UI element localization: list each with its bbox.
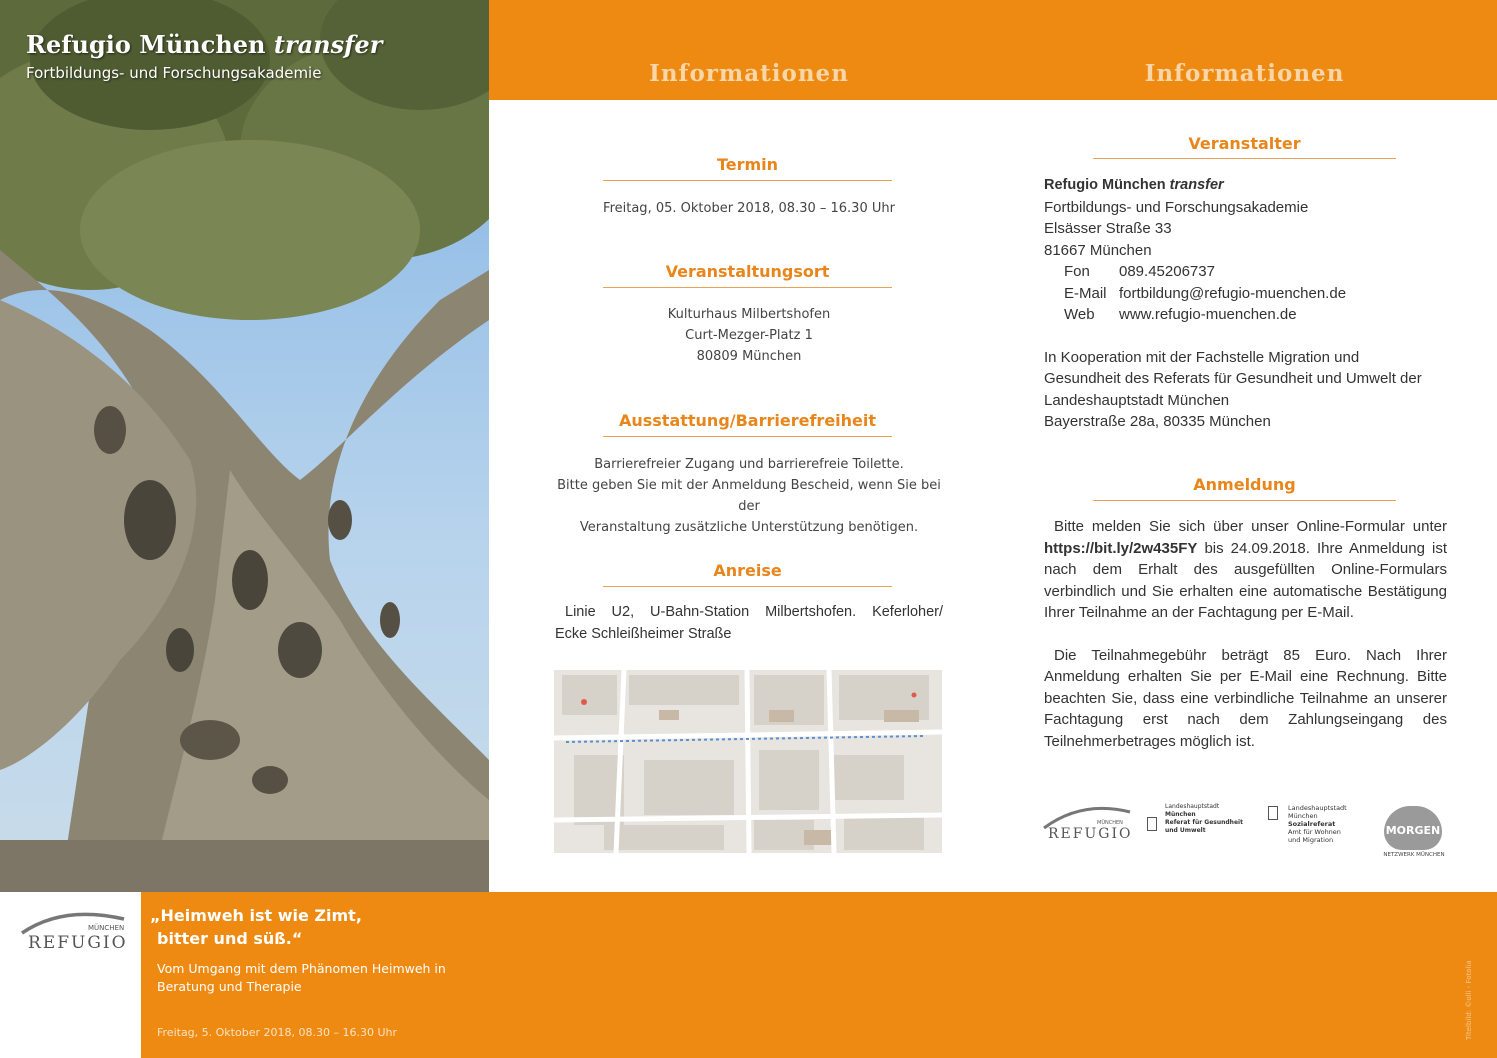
quote-title <box>150 904 362 950</box>
bottom-subtitle <box>157 960 446 996</box>
bottom-subtitle-line: Vom Umgang mit dem Phänomen Heimweh in <box>157 961 446 976</box>
anmeldung-p1-pre: Bitte melden Sie sich über unser Online-Formular unter <box>1054 518 1447 535</box>
lhm-soz-line: Sozialreferat <box>1288 820 1336 828</box>
anmeldung-paragraph-1 <box>1044 516 1447 624</box>
termin-heading: Termin <box>716 155 779 174</box>
anreise-line: Linie U2, U-Bahn-Station Milbertshofen. Keferloher/ <box>565 604 943 620</box>
quote-line: „Heimweh ist wie Zimt, <box>150 906 362 925</box>
contact-row-email <box>1044 283 1447 305</box>
contact-label: Fon <box>1064 263 1090 280</box>
veranstalter-org-italic: transfer <box>1169 177 1224 193</box>
contact-row-fon <box>1044 261 1447 283</box>
ausstattung-text <box>545 454 953 538</box>
ausstattung-heading: Ausstattung/Barrierefreiheit <box>618 411 877 430</box>
contact-label: Web <box>1064 306 1095 323</box>
veranstalter-block <box>1044 175 1447 433</box>
location-map[interactable] <box>554 670 942 853</box>
refugio-wordmark: REFUGIO <box>28 933 128 953</box>
koop-line: Gesundheit des Referats für Gesundheit und Umwelt der <box>1044 370 1422 387</box>
lhm-rgu-line: und Umwelt <box>1165 827 1206 834</box>
cover-photo <box>0 0 489 892</box>
lhm-rgu-line: Referat für Gesundheit <box>1165 819 1243 826</box>
ort-line: 80809 München <box>696 349 802 364</box>
lhm-rgu-line: München <box>1165 811 1196 818</box>
brand-title <box>26 30 382 59</box>
ort-rule <box>603 287 892 288</box>
morgen-label: MORGEN <box>1385 824 1441 837</box>
anreise-text <box>555 602 943 645</box>
lhm-soz-line: Amt für Wohnen <box>1288 828 1341 836</box>
veranstalter-org-main: Refugio München <box>1044 177 1170 193</box>
spacer <box>1044 326 1447 347</box>
contact-value-fon: 089.45206737 <box>1119 263 1215 280</box>
bottom-date: Freitag, 5. Oktober 2018, 08.30 – 16.30 Uhr <box>157 1026 397 1039</box>
anreise-heading: Anreise <box>713 561 782 580</box>
koop-line: In Kooperation mit der Fachstelle Migration und <box>1044 348 1360 366</box>
anreise-rule <box>603 586 892 587</box>
lhm-rgu-line: Landeshauptstadt <box>1165 803 1220 810</box>
header-informationen-right: Informationen <box>1144 60 1345 87</box>
lhm-soz-logo <box>1268 804 1378 854</box>
ort-line: Curt-Mezger-Platz 1 <box>685 328 813 343</box>
ort-heading: Veranstaltungsort <box>665 262 830 281</box>
anmeldung-paragraph-2: Die Teilnahmegebühr beträgt 85 Euro. Nach Ihrer Anmeldung erhalten Sie per E-Mail eine Rechnung. Bitte beachten Sie, dass eine verbindliche Teilnahme an unserer Fachtagung erst nach dem Zahlungseingang des Teilnehmerbetrages möglich ist. <box>1044 646 1447 750</box>
contact-email-link[interactable]: fortbildung@refugio-muenchen.de <box>1119 284 1347 302</box>
header-informationen-left: Informationen <box>649 60 849 87</box>
lhm-rgu-text <box>1165 803 1243 835</box>
veranstalter-line: Elsässer Straße 33 <box>1044 220 1172 237</box>
lhm-soz-line: und Migration <box>1288 836 1334 844</box>
refugio-logo-bottom <box>18 905 128 955</box>
refugio-wordmark: REFUGIO <box>1048 826 1133 842</box>
ausstattung-line: Bitte geben Sie mit der Anmeldung Bescheid, wenn Sie bei der <box>557 478 941 514</box>
koop-line: Landeshauptstadt München <box>1044 391 1230 409</box>
contact-web-link[interactable]: www.refugio-muenchen.de <box>1119 306 1297 323</box>
veranstalter-org <box>1044 175 1447 197</box>
quote-line: bitter und süß.“ <box>157 929 303 948</box>
ausstattung-line: Veranstaltung zusätzliche Unterstützung benötigen. <box>579 520 919 535</box>
anmeldung-heading: Anmeldung <box>1193 475 1296 494</box>
ausstattung-line: Barrierefreier Zugang und barrierefreie Toilette. <box>594 457 904 472</box>
termin-text: Freitag, 05. Oktober 2018, 08.30 – 16.30 Uhr <box>603 201 895 216</box>
refugio-small-label: MÜNCHEN <box>1097 820 1123 826</box>
brand-title-main: Refugio München <box>26 30 266 59</box>
termin-rule <box>603 180 892 181</box>
anreise-line: Ecke Schleißheimer Straße <box>555 625 732 642</box>
city-crest-icon <box>1268 806 1278 820</box>
veranstalter-line: Fortbildungs- und Forschungsakademie <box>1044 198 1309 216</box>
anmeldung-link[interactable]: https://bit.ly/2w435FY <box>1044 539 1198 557</box>
refugio-logo-right <box>1042 800 1132 850</box>
ort-line: Kulturhaus Milbertshofen <box>667 307 831 322</box>
refugio-small-label: MÜNCHEN <box>88 924 125 932</box>
contact-label: E-Mail <box>1064 284 1107 302</box>
veranstalter-line: 81667 München <box>1044 241 1152 259</box>
veranstalter-rule <box>1093 158 1396 159</box>
ausstattung-rule <box>603 436 892 437</box>
anmeldung-p1-post: bis 24.09.2018. Ihre Anmeldung ist nach dem Erhalt des ausgefüllten Online-Formulars verbindlich und Sie erhalten eine automatische Bestätigung Ihrer Teilnahme an der Fachtagung per E-Mail. <box>1044 539 1447 621</box>
contact-row-web <box>1044 304 1447 326</box>
anmeldung-text <box>1044 516 1447 752</box>
city-crest-icon <box>1147 817 1157 831</box>
anmeldung-rule <box>1093 500 1396 501</box>
bottom-subtitle-line: Beratung und Therapie <box>157 979 302 994</box>
veranstalter-heading: Veranstalter <box>1188 134 1301 153</box>
lhm-rgu-logo <box>1147 803 1257 853</box>
lhm-soz-text <box>1288 804 1347 844</box>
photo-credit <box>1455 900 1495 1050</box>
morgen-sub: NETZWERK MÜNCHEN <box>1383 852 1445 858</box>
olive-tree-illustration <box>0 0 489 892</box>
lhm-soz-line: Landeshauptstadt <box>1288 804 1347 812</box>
photo-credit-text: Titelbild: ©olli - Fotolia <box>1465 960 1473 1040</box>
lhm-soz-line: München <box>1288 812 1318 820</box>
map-graphic <box>554 670 942 853</box>
ort-address <box>555 304 943 367</box>
brand-title-italic: transfer <box>273 30 383 59</box>
koop-line: Bayerstraße 28a, 80335 München <box>1044 413 1271 430</box>
brand-subtitle: Fortbildungs- und Forschungsakademie <box>26 64 322 82</box>
morgen-logo <box>1382 806 1446 868</box>
